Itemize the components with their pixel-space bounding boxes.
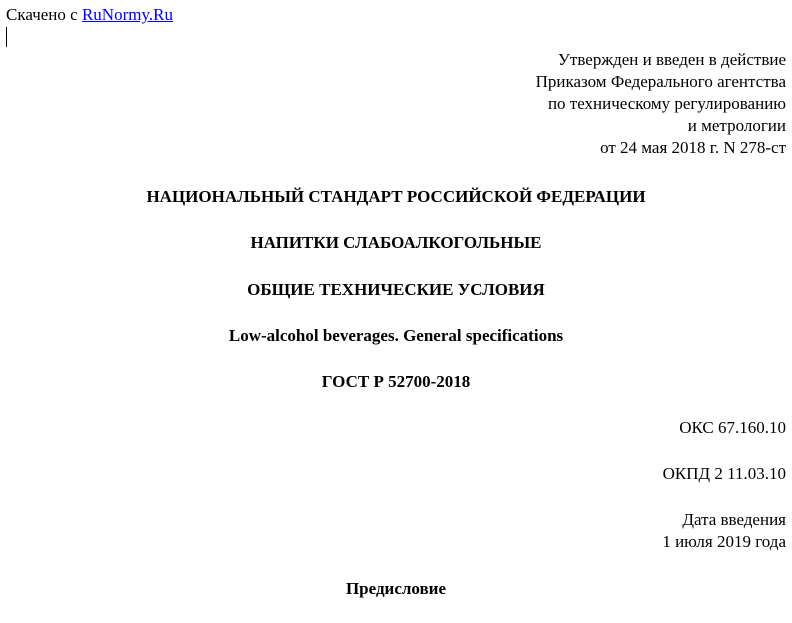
standard-title: НАПИТКИ СЛАБОАЛКОГОЛЬНЫЕ [250, 233, 542, 252]
approval-line-3: по техническому регулированию [547, 94, 786, 113]
introduction-date-label: Дата введения [682, 510, 786, 529]
text-cursor [6, 27, 7, 47]
standard-subtitle: ОБЩИЕ ТЕХНИЧЕСКИЕ УСЛОВИЯ [247, 280, 545, 299]
approval-block [536, 49, 786, 159]
foreword-heading: Предисловие [345, 579, 447, 598]
oks-code: ОКС 67.160.10 [679, 418, 786, 437]
introduction-date-value: 1 июля 2019 года [662, 532, 786, 551]
approval-line-5: от 24 мая 2018 г. N 278-ст [600, 138, 786, 157]
runormy-link[interactable]: RuNormy.Ru [81, 5, 173, 24]
approval-line-1: Утвержден и введен в действие [557, 50, 786, 69]
gost-number: ГОСТ Р 52700-2018 [321, 372, 471, 391]
national-standard-heading: НАЦИОНАЛЬНЫЙ СТАНДАРТ РОССИЙСКОЙ ФЕДЕРАЦИИ [146, 187, 646, 206]
introduction-date-block [662, 509, 786, 553]
download-notice [6, 5, 173, 25]
approval-line-2: Приказом Федерального агентства [535, 72, 786, 91]
approval-line-4: и метрологии [687, 116, 786, 135]
download-notice-prefix: Скачено с [6, 5, 82, 24]
english-title: Low-alcohol beverages. General specifications [228, 326, 564, 345]
okpd-code: ОКПД 2 11.03.10 [662, 464, 786, 483]
